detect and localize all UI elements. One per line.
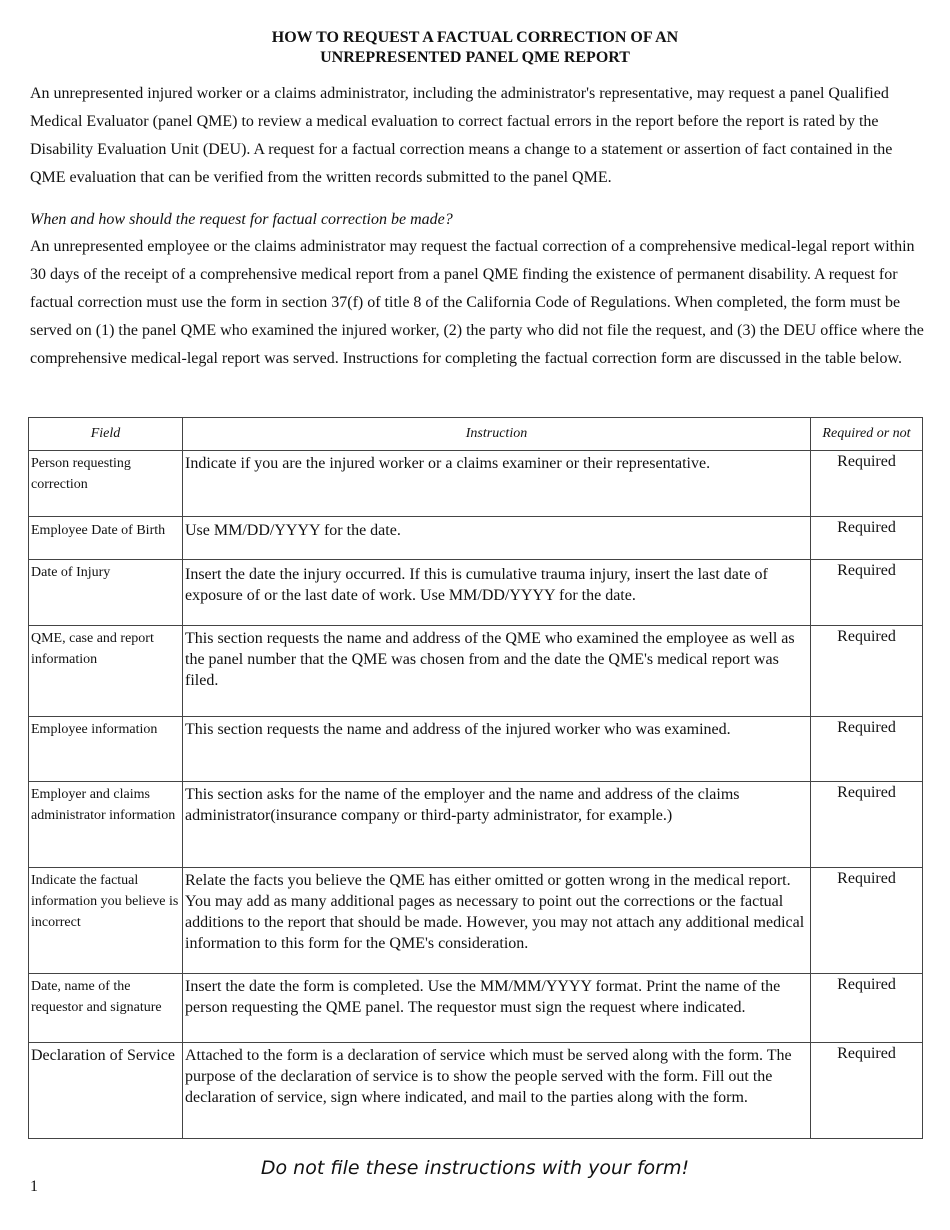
row-field: Date, name of the requestor and signature	[29, 974, 183, 1043]
title-line-1: HOW TO REQUEST A FACTUAL CORRECTION OF AN	[271, 29, 679, 46]
table-row	[29, 782, 923, 868]
table-row	[29, 626, 923, 717]
row-field: Employee Date of Birth	[29, 517, 183, 560]
header-required: Required or not	[811, 418, 923, 451]
table-row	[29, 868, 923, 974]
row-field: Declaration of Service	[29, 1043, 183, 1139]
header-field: Field	[29, 418, 183, 451]
table-row	[29, 1043, 923, 1139]
instructions-table	[28, 417, 923, 1139]
row-required: Required	[811, 717, 923, 782]
row-required: Required	[811, 782, 923, 868]
row-instruction: Use MM/DD/YYYY for the date.	[183, 517, 811, 560]
row-instruction: This section requests the name and address of the injured worker who was examined.	[183, 717, 811, 782]
row-instruction: Attached to the form is a declaration of service which must be served along with the form. The purpose of the declaration of service is to show the people served with the form. Fill out the declaration of service, sign where indicated, and mail to the parties along with the form.	[183, 1043, 811, 1139]
row-instruction: Indicate if you are the injured worker or a claims examiner or their representative.	[183, 451, 811, 517]
row-field: Employee information	[29, 717, 183, 782]
row-required: Required	[811, 517, 923, 560]
page-number: 1	[30, 1178, 38, 1195]
title-line-2: UNREPRESENTED PANEL QME REPORT	[320, 49, 630, 66]
row-instruction: This section requests the name and address of the QME who examined the employee as well as the panel number that the QME was chosen from and the date the QME's medical report was filed.	[183, 626, 811, 717]
row-field: Employer and claims administrator information	[29, 782, 183, 868]
row-required: Required	[811, 560, 923, 626]
row-required: Required	[811, 868, 923, 974]
row-field: Date of Injury	[29, 560, 183, 626]
header-instruction: Instruction	[183, 418, 811, 451]
row-instruction: This section asks for the name of the employer and the name and address of the claims administrator(insurance company or third-party administrator, for example.)	[183, 782, 811, 868]
section-subheading: When and how should the request for factual correction be made?	[30, 211, 453, 228]
row-instruction: Relate the facts you believe the QME has either omitted or gotten wrong in the medical report. You may add as many additional pages as necessary to point out the corrections or the factual additions to the report that should be made. However, you may not attach any additional medical information to this form for the QME's consideration.	[183, 868, 811, 974]
row-field: Indicate the factual information you believe is incorrect	[29, 868, 183, 974]
row-required: Required	[811, 626, 923, 717]
footer-notice: Do not file these instructions with your form!	[260, 1157, 690, 1179]
table-row	[29, 560, 923, 626]
body-paragraph: An unrepresented employee or the claims administrator may request the factual correction of a comprehensive medical-legal report within 30 days of the receipt of a comprehensive medical report from a panel QME finding the existence of permanent disability. A request for factual correction must use the form in section 37(f) of title 8 of the California Code of Regulations. When completed, the form must be served on (1) the panel QME who examined the injured worker, (2) the party who did not file the request, and (3) the DEU office where the comprehensive medical-legal report was served. Instructions for completing the factual correction form are discussed in the table below.	[30, 238, 924, 367]
row-instruction: Insert the date the injury occurred. If this is cumulative trauma injury, insert the last date of exposure of or the last date of work. Use MM/DD/YYYY for the date.	[183, 560, 811, 626]
row-instruction: Insert the date the form is completed. Use the MM/MM/YYYY format. Print the name of the person requesting the QME panel. The requestor must sign the request where indicated.	[183, 974, 811, 1043]
row-field: Person requesting correction	[29, 451, 183, 517]
table-row	[29, 451, 923, 517]
table-row	[29, 517, 923, 560]
document-title	[0, 28, 950, 68]
row-field: QME, case and report information	[29, 626, 183, 717]
row-required: Required	[811, 451, 923, 517]
table-header-row	[29, 418, 923, 451]
row-required: Required	[811, 974, 923, 1043]
table-row	[29, 974, 923, 1043]
intro-paragraph: An unrepresented injured worker or a claims administrator, including the administrator's representative, may request a panel Qualified Medical Evaluator (panel QME) to review a medical evaluation to correct factual errors in the report before the report is rated by the Disability Evaluation Unit (DEU). A request for a factual correction means a change to a statement or assertion of fact contained in the QME evaluation that can be verified from the written records submitted to the panel QME.	[30, 85, 893, 186]
table-row	[29, 717, 923, 782]
row-required: Required	[811, 1043, 923, 1139]
